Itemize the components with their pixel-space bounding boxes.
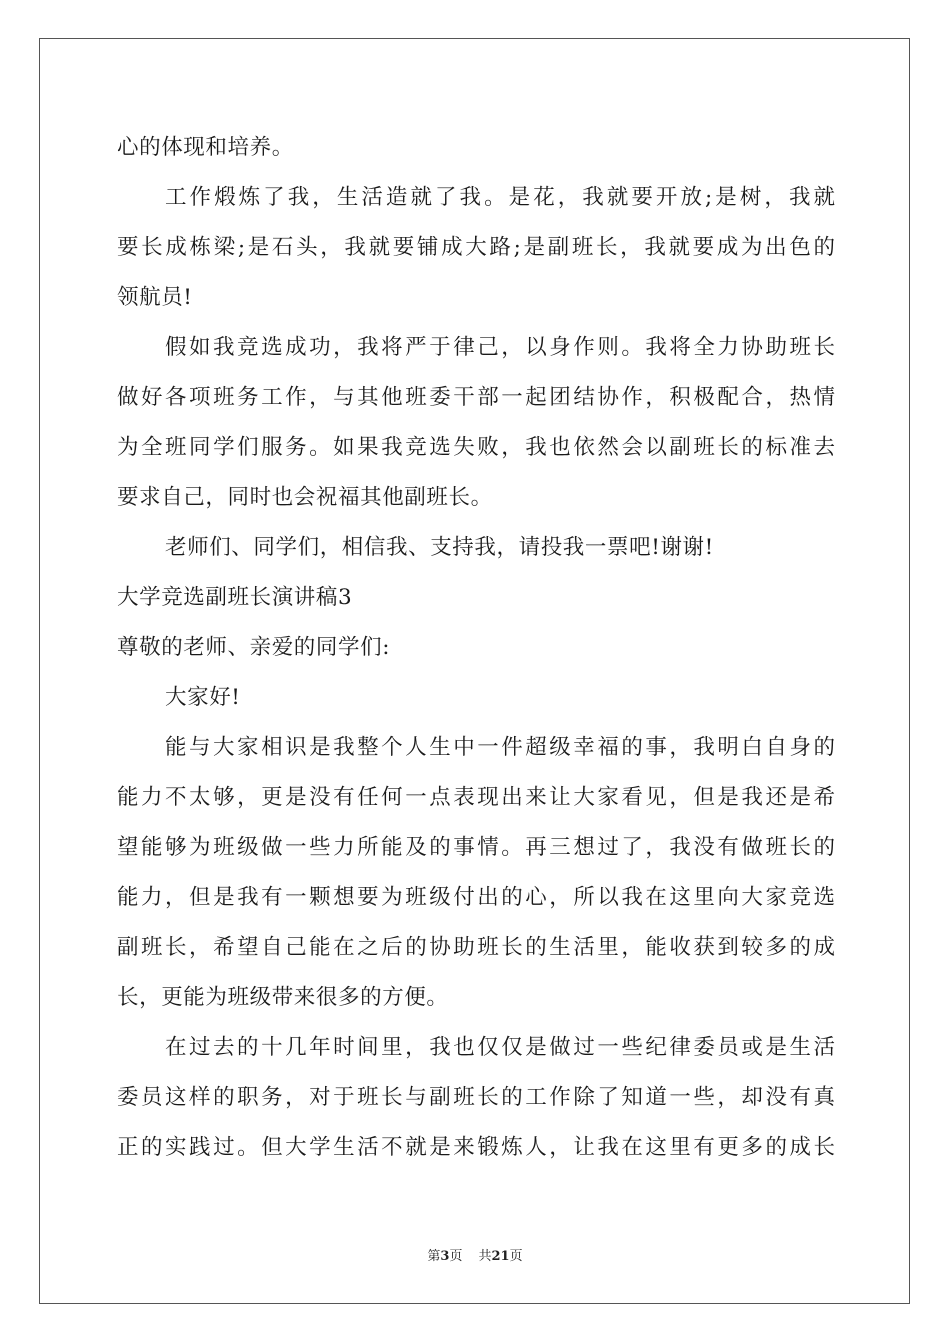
text-line: 心的体现和培养。 [117,135,294,160]
page-footer [0,1245,950,1264]
text-line: 要求自己，同时也会祝福其他副班长。 [117,485,493,510]
text-line: 长，更能为班级带来很多的方便。 [117,985,449,1010]
text-line: 能力，但是我有一颗想要为班级付出的心，所以我在这里向大家竞选 [117,885,835,910]
salutation: 尊敬的老师、亲爱的同学们: [117,635,391,660]
page-suffix: 页 [449,1249,463,1264]
paragraph-start: 工作煅炼了我，生活造就了我。是花，我就要开放;是树，我就 [165,185,835,210]
paragraph-start: 老师们、同学们，相信我、支持我，请投我一票吧!谢谢! [165,535,714,560]
text-line: 做好各项班务工作，与其他班委干部一起团结协作，积极配合，热情 [117,385,835,410]
text-line: 要长成栋梁;是石头，我就要铺成大路;是副班长，我就要成为出色的 [117,235,835,260]
total-prefix: 共 [478,1249,492,1264]
text-line: 副班长，希望自己能在之后的协助班长的生活里，能收获到较多的成 [117,935,835,960]
text-line: 正的实践过。但大学生活不就是来锻炼人，让我在这里有更多的成长 [117,1135,835,1160]
paragraph-start: 在过去的十几年时间里，我也仅仅是做过一些纪律委员或是生活 [165,1035,835,1060]
text-line: 为全班同学们服务。如果我竞选失败，我也依然会以副班长的标准去 [117,435,835,460]
text-line: 领航员! [117,285,193,310]
page-border [39,38,910,1304]
text-line: 能力不太够，更是没有任何一点表现出来让大家看见，但是我还是希 [117,785,835,810]
paragraph-start: 能与大家相识是我整个人生中一件超级幸福的事，我明白自身的 [165,735,835,760]
total-suffix: 页 [509,1249,523,1264]
greeting: 大家好! [165,685,241,710]
text-line: 委员这样的职务，对于班长与副班长的工作除了知道一些，却没有真 [117,1085,835,1110]
page-prefix: 第 [427,1249,441,1264]
text-line: 望能够为班级做一些力所能及的事情。再三想过了，我没有做班长的 [117,835,835,860]
paragraph-start: 假如我竞选成功，我将严于律己，以身作则。我将全力协助班长 [165,335,835,360]
section-heading: 大学竞选副班长演讲稿3 [117,585,353,610]
total-page-number: 21 [491,1249,510,1264]
current-page-number: 3 [440,1249,450,1264]
